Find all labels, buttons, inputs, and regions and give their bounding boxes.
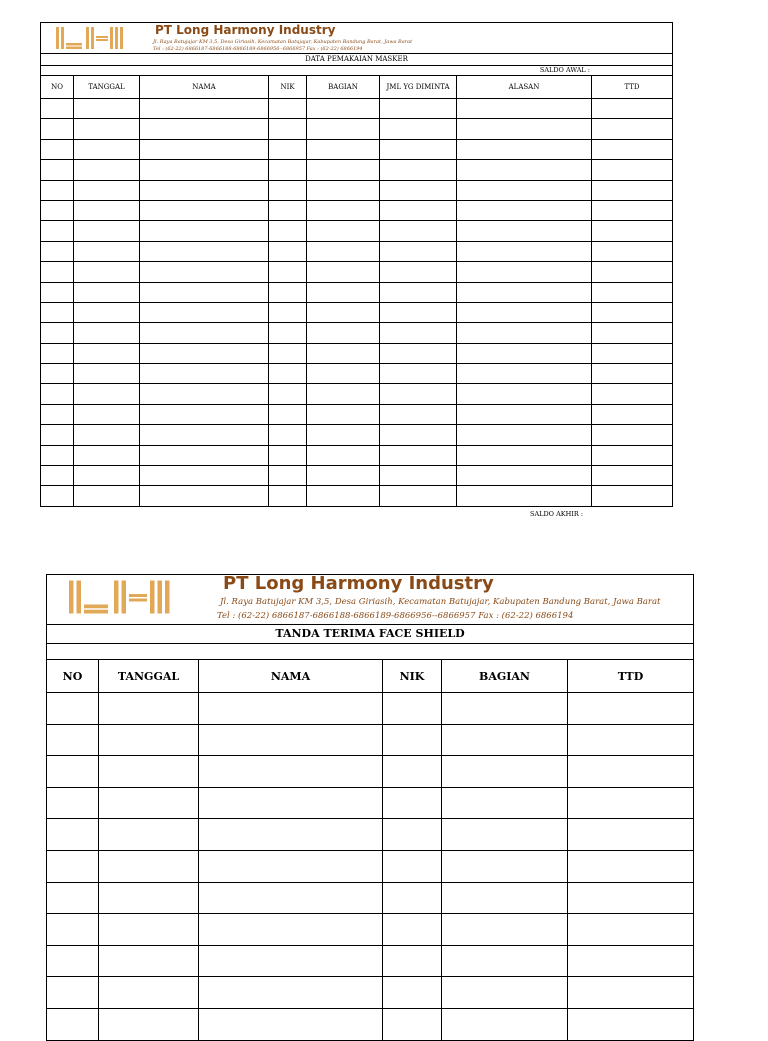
table-cell bbox=[383, 977, 442, 1009]
table-cell bbox=[269, 160, 307, 180]
table-header-row bbox=[47, 660, 694, 693]
company-name: PT Long Harmony Industry bbox=[223, 573, 494, 594]
table-cell bbox=[380, 486, 457, 506]
company-address: Jl. Raya Batujajar KM 3,5, Desa Giriasih, Kecamatan Batujajar, Kabupaten Bandung Barat, Jawa Barat bbox=[220, 597, 661, 607]
table-cell bbox=[307, 425, 380, 445]
table-cell bbox=[269, 323, 307, 343]
table-cell bbox=[307, 384, 380, 404]
table-cell bbox=[99, 693, 199, 725]
table-cell bbox=[41, 466, 74, 486]
company-tel: Tel : (62-22) 6866187-6866188-6866189-6866956--6866957 Fax : (62-22) 6866194 bbox=[217, 611, 574, 621]
company-tel: Tel : (62-22) 6866187-6866188-6866189-6866956--6866957 Fax : (62-22) 6866194 bbox=[153, 46, 363, 52]
table-cell bbox=[592, 404, 673, 424]
table-cell bbox=[74, 221, 140, 241]
table-cell bbox=[592, 302, 673, 322]
saldo-awal-label: SALDO AWAL : bbox=[41, 66, 673, 76]
table-cell bbox=[47, 756, 99, 788]
table-cell bbox=[74, 302, 140, 322]
table-cell bbox=[442, 850, 568, 882]
table-cell bbox=[74, 343, 140, 363]
table-cell bbox=[457, 221, 592, 241]
table-cell bbox=[269, 445, 307, 465]
table-cell bbox=[307, 282, 380, 302]
table-cell bbox=[74, 404, 140, 424]
table-cell bbox=[199, 1008, 383, 1040]
table-cell bbox=[457, 425, 592, 445]
table-row bbox=[41, 99, 673, 119]
saldo-akhir-label: SALDO AKHIR : bbox=[530, 510, 584, 518]
table-cell bbox=[99, 1008, 199, 1040]
table-cell bbox=[457, 262, 592, 282]
table-cell bbox=[41, 282, 74, 302]
table-cell bbox=[99, 724, 199, 756]
table-cell bbox=[592, 241, 673, 261]
column-header: NO bbox=[47, 660, 99, 693]
table-cell bbox=[41, 404, 74, 424]
table-cell bbox=[74, 139, 140, 159]
table-cell bbox=[592, 343, 673, 363]
table-row bbox=[41, 364, 673, 384]
table-cell bbox=[74, 99, 140, 119]
table-cell bbox=[592, 99, 673, 119]
table-cell bbox=[269, 200, 307, 220]
table-cell bbox=[99, 977, 199, 1009]
table-cell bbox=[47, 850, 99, 882]
table-cell bbox=[307, 221, 380, 241]
table-row bbox=[41, 200, 673, 220]
table-cell bbox=[307, 323, 380, 343]
table-cell bbox=[383, 693, 442, 725]
table-cell bbox=[592, 445, 673, 465]
table-cell bbox=[380, 384, 457, 404]
table-cell bbox=[41, 486, 74, 506]
table-cell bbox=[592, 486, 673, 506]
table-cell bbox=[99, 819, 199, 851]
table-cell bbox=[380, 343, 457, 363]
table-row bbox=[47, 914, 694, 946]
table-cell bbox=[383, 914, 442, 946]
table-row bbox=[41, 486, 673, 506]
table-row bbox=[47, 756, 694, 788]
table-cell bbox=[140, 99, 269, 119]
table-cell bbox=[269, 486, 307, 506]
table-cell bbox=[99, 945, 199, 977]
table-row bbox=[47, 977, 694, 1009]
table-cell bbox=[307, 262, 380, 282]
column-header: TANGGAL bbox=[74, 76, 140, 99]
table-row bbox=[47, 819, 694, 851]
table-row bbox=[47, 1008, 694, 1040]
table-cell bbox=[307, 486, 380, 506]
lh-logo-icon bbox=[69, 579, 171, 615]
column-header: NAMA bbox=[199, 660, 383, 693]
table-cell bbox=[380, 323, 457, 343]
column-header: BAGIAN bbox=[307, 76, 380, 99]
table-cell bbox=[442, 724, 568, 756]
table-cell bbox=[457, 282, 592, 302]
table-cell bbox=[269, 119, 307, 139]
table-body bbox=[47, 693, 694, 1041]
table-cell bbox=[140, 262, 269, 282]
table-cell bbox=[74, 425, 140, 445]
form-header bbox=[47, 575, 694, 625]
table-cell bbox=[269, 282, 307, 302]
table-cell bbox=[41, 200, 74, 220]
table-body bbox=[41, 99, 673, 507]
table-cell bbox=[199, 977, 383, 1009]
table-cell bbox=[380, 241, 457, 261]
table-cell bbox=[74, 119, 140, 139]
table-cell bbox=[74, 241, 140, 261]
table-cell bbox=[41, 364, 74, 384]
table-cell bbox=[140, 160, 269, 180]
table-cell bbox=[199, 850, 383, 882]
table-cell bbox=[380, 302, 457, 322]
table-cell bbox=[47, 787, 99, 819]
table-cell bbox=[47, 945, 99, 977]
table-cell bbox=[380, 200, 457, 220]
table-cell bbox=[380, 221, 457, 241]
table-cell bbox=[457, 99, 592, 119]
table-cell bbox=[568, 693, 694, 725]
table-cell bbox=[457, 486, 592, 506]
table-cell bbox=[99, 914, 199, 946]
table-cell bbox=[199, 693, 383, 725]
table-row bbox=[41, 119, 673, 139]
table-cell bbox=[199, 882, 383, 914]
column-header: BAGIAN bbox=[442, 660, 568, 693]
table-cell bbox=[41, 99, 74, 119]
table-cell bbox=[47, 724, 99, 756]
table-cell bbox=[457, 404, 592, 424]
table-cell bbox=[41, 425, 74, 445]
table-cell bbox=[307, 302, 380, 322]
table-cell bbox=[307, 404, 380, 424]
table-cell bbox=[442, 977, 568, 1009]
table-cell bbox=[99, 882, 199, 914]
column-header: NO bbox=[41, 76, 74, 99]
table-cell bbox=[269, 139, 307, 159]
table-cell bbox=[99, 850, 199, 882]
table-cell bbox=[41, 160, 74, 180]
table-cell bbox=[140, 221, 269, 241]
table-cell bbox=[74, 160, 140, 180]
column-header: TTD bbox=[568, 660, 694, 693]
table-cell bbox=[383, 850, 442, 882]
table-cell bbox=[307, 445, 380, 465]
table-cell bbox=[380, 139, 457, 159]
form-title: DATA PEMAKAIAN MASKER bbox=[41, 54, 673, 66]
table-row bbox=[41, 160, 673, 180]
column-header: TTD bbox=[592, 76, 673, 99]
table-cell bbox=[269, 425, 307, 445]
table-cell bbox=[592, 160, 673, 180]
table-cell bbox=[592, 262, 673, 282]
table-cell bbox=[199, 724, 383, 756]
table-cell bbox=[307, 241, 380, 261]
table-cell bbox=[140, 282, 269, 302]
table-cell bbox=[568, 819, 694, 851]
table-cell bbox=[47, 914, 99, 946]
table-cell bbox=[41, 323, 74, 343]
table-cell bbox=[442, 914, 568, 946]
table-row bbox=[41, 425, 673, 445]
table-cell bbox=[568, 850, 694, 882]
table-cell bbox=[592, 466, 673, 486]
table-cell bbox=[199, 819, 383, 851]
table-cell bbox=[592, 384, 673, 404]
table-cell bbox=[140, 200, 269, 220]
table-cell bbox=[592, 139, 673, 159]
table-cell bbox=[568, 1008, 694, 1040]
blank-row bbox=[47, 644, 694, 660]
table-cell bbox=[380, 99, 457, 119]
table-cell bbox=[457, 466, 592, 486]
table-cell bbox=[199, 945, 383, 977]
table-cell bbox=[74, 364, 140, 384]
table-cell bbox=[269, 384, 307, 404]
table-cell bbox=[269, 241, 307, 261]
table-cell bbox=[442, 693, 568, 725]
table-cell bbox=[307, 99, 380, 119]
table-cell bbox=[99, 787, 199, 819]
face-shield-table bbox=[46, 574, 694, 1041]
table-cell bbox=[140, 404, 269, 424]
table-cell bbox=[457, 445, 592, 465]
table-cell bbox=[140, 180, 269, 200]
column-header: NIK bbox=[269, 76, 307, 99]
column-header: NAMA bbox=[140, 76, 269, 99]
table-cell bbox=[383, 882, 442, 914]
table-cell bbox=[592, 221, 673, 241]
table-cell bbox=[140, 466, 269, 486]
table-cell bbox=[307, 200, 380, 220]
table-cell bbox=[140, 323, 269, 343]
table-cell bbox=[568, 882, 694, 914]
table-cell bbox=[199, 756, 383, 788]
table-cell bbox=[41, 119, 74, 139]
table-cell bbox=[269, 364, 307, 384]
table-cell bbox=[99, 756, 199, 788]
table-cell bbox=[41, 139, 74, 159]
table-row bbox=[41, 323, 673, 343]
column-header: JML YG DIMINTA bbox=[380, 76, 457, 99]
table-cell bbox=[383, 945, 442, 977]
table-cell bbox=[74, 323, 140, 343]
table-cell bbox=[592, 282, 673, 302]
table-cell bbox=[383, 756, 442, 788]
table-cell bbox=[457, 364, 592, 384]
table-cell bbox=[74, 486, 140, 506]
table-row bbox=[41, 466, 673, 486]
table-cell bbox=[380, 364, 457, 384]
table-cell bbox=[380, 160, 457, 180]
table-cell bbox=[383, 1008, 442, 1040]
table-cell bbox=[41, 241, 74, 261]
table-row bbox=[47, 724, 694, 756]
table-cell bbox=[269, 404, 307, 424]
table-cell bbox=[140, 364, 269, 384]
table-cell bbox=[568, 787, 694, 819]
table-row bbox=[47, 945, 694, 977]
table-cell bbox=[568, 756, 694, 788]
table-cell bbox=[380, 180, 457, 200]
table-cell bbox=[307, 160, 380, 180]
table-cell bbox=[140, 343, 269, 363]
table-cell bbox=[383, 819, 442, 851]
table-cell bbox=[74, 282, 140, 302]
column-header: NIK bbox=[383, 660, 442, 693]
table-cell bbox=[269, 343, 307, 363]
table-cell bbox=[442, 819, 568, 851]
table-row bbox=[41, 404, 673, 424]
table-row bbox=[47, 787, 694, 819]
table-row bbox=[41, 343, 673, 363]
table-cell bbox=[41, 384, 74, 404]
table-cell bbox=[457, 119, 592, 139]
table-cell bbox=[41, 343, 74, 363]
table-cell bbox=[269, 99, 307, 119]
table-row bbox=[41, 384, 673, 404]
column-header: TANGGAL bbox=[99, 660, 199, 693]
table-cell bbox=[380, 466, 457, 486]
table-header-row bbox=[41, 76, 673, 99]
table-cell bbox=[457, 139, 592, 159]
table-row bbox=[41, 221, 673, 241]
table-cell bbox=[269, 302, 307, 322]
table-cell bbox=[47, 977, 99, 1009]
table-row bbox=[47, 882, 694, 914]
table-cell bbox=[74, 445, 140, 465]
table-row bbox=[41, 180, 673, 200]
table-cell bbox=[592, 364, 673, 384]
table-cell bbox=[457, 200, 592, 220]
table-cell bbox=[74, 200, 140, 220]
table-cell bbox=[140, 241, 269, 261]
table-cell bbox=[74, 262, 140, 282]
table-cell bbox=[41, 221, 74, 241]
table-cell bbox=[457, 343, 592, 363]
table-row bbox=[41, 139, 673, 159]
table-cell bbox=[47, 882, 99, 914]
form-title: TANDA TERIMA FACE SHIELD bbox=[47, 625, 694, 644]
table-cell bbox=[47, 1008, 99, 1040]
table-cell bbox=[74, 384, 140, 404]
table-cell bbox=[592, 200, 673, 220]
table-cell bbox=[592, 323, 673, 343]
table-cell bbox=[442, 1008, 568, 1040]
column-header: ALASAN bbox=[457, 76, 592, 99]
table-cell bbox=[592, 425, 673, 445]
table-cell bbox=[442, 882, 568, 914]
table-cell bbox=[269, 221, 307, 241]
table-cell bbox=[457, 323, 592, 343]
table-cell bbox=[568, 914, 694, 946]
table-cell bbox=[457, 180, 592, 200]
table-cell bbox=[442, 787, 568, 819]
table-cell bbox=[269, 262, 307, 282]
table-cell bbox=[380, 282, 457, 302]
face-shield-receipt-form bbox=[46, 574, 693, 1041]
table-cell bbox=[380, 445, 457, 465]
table-cell bbox=[269, 466, 307, 486]
table-cell bbox=[307, 139, 380, 159]
table-cell bbox=[140, 445, 269, 465]
table-cell bbox=[307, 466, 380, 486]
table-cell bbox=[41, 262, 74, 282]
table-cell bbox=[457, 241, 592, 261]
company-address: Jl. Raya Batujajar KM 3,5, Desa Giriasih, Kecamatan Batujajar, Kabupaten Bandung Barat, Jawa Barat bbox=[153, 39, 413, 45]
table-cell bbox=[380, 425, 457, 445]
table-row bbox=[47, 850, 694, 882]
table-cell bbox=[307, 180, 380, 200]
table-cell bbox=[380, 404, 457, 424]
table-row bbox=[41, 445, 673, 465]
table-cell bbox=[307, 364, 380, 384]
masker-usage-table bbox=[40, 22, 673, 507]
table-cell bbox=[199, 787, 383, 819]
masker-usage-form bbox=[40, 22, 672, 507]
table-cell bbox=[568, 977, 694, 1009]
table-cell bbox=[442, 945, 568, 977]
table-cell bbox=[41, 302, 74, 322]
table-cell bbox=[568, 945, 694, 977]
table-cell bbox=[380, 119, 457, 139]
lh-logo-icon bbox=[56, 27, 124, 49]
table-cell bbox=[383, 787, 442, 819]
table-cell bbox=[140, 302, 269, 322]
table-cell bbox=[307, 119, 380, 139]
table-row bbox=[41, 302, 673, 322]
table-cell bbox=[457, 384, 592, 404]
table-row bbox=[41, 241, 673, 261]
table-cell bbox=[199, 914, 383, 946]
table-cell bbox=[383, 724, 442, 756]
company-name: PT Long Harmony Industry bbox=[155, 23, 336, 37]
table-cell bbox=[74, 180, 140, 200]
table-cell bbox=[140, 425, 269, 445]
table-cell bbox=[269, 180, 307, 200]
table-cell bbox=[74, 466, 140, 486]
table-cell bbox=[47, 819, 99, 851]
table-cell bbox=[307, 343, 380, 363]
table-cell bbox=[442, 756, 568, 788]
table-cell bbox=[140, 384, 269, 404]
table-cell bbox=[568, 724, 694, 756]
table-row bbox=[41, 282, 673, 302]
table-cell bbox=[140, 486, 269, 506]
table-cell bbox=[41, 180, 74, 200]
table-row bbox=[47, 693, 694, 725]
table-cell bbox=[41, 445, 74, 465]
table-cell bbox=[140, 119, 269, 139]
table-cell bbox=[457, 302, 592, 322]
table-cell bbox=[47, 693, 99, 725]
table-row bbox=[41, 262, 673, 282]
table-cell bbox=[380, 262, 457, 282]
table-cell bbox=[140, 139, 269, 159]
form-header bbox=[41, 23, 673, 54]
table-cell bbox=[457, 160, 592, 180]
table-cell bbox=[592, 180, 673, 200]
table-cell bbox=[592, 119, 673, 139]
